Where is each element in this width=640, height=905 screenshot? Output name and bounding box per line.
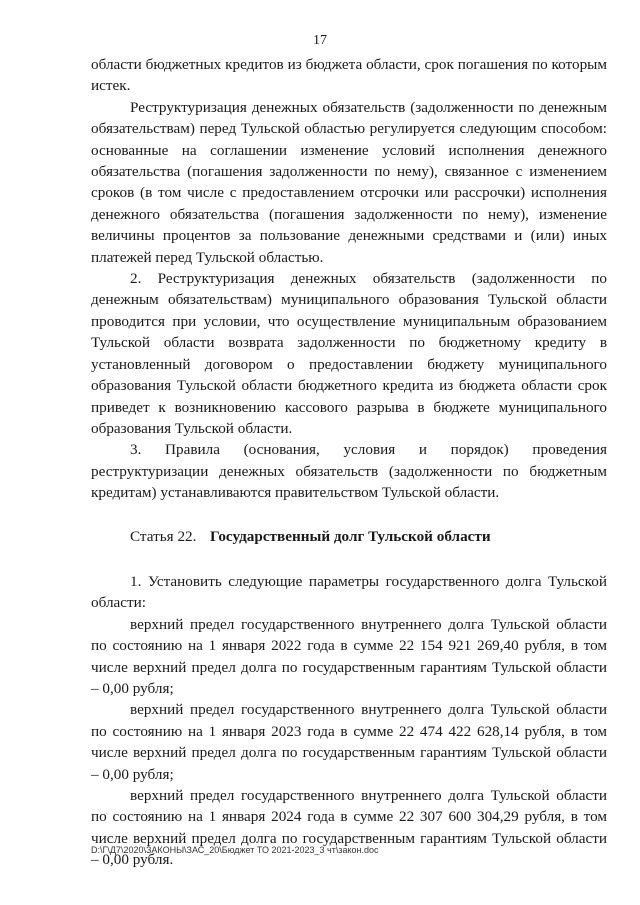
file-path-footer: D:\Г\Д7\2020\ЗАКОНЫ\ЗАС_20\Бюджет ТО 2021-2023_3 чт\закон.doc [91, 845, 379, 855]
paragraph: области бюджетных кредитов из бюджета области, срок погашения по которым истек. [91, 56, 607, 95]
paragraph: 1. Установить следующие параметры государственного долга Тульской области: [91, 572, 607, 612]
article-title: Государственный долг Тульской области [210, 527, 491, 545]
document-body [91, 54, 607, 871]
paragraph: верхний предел государственного внутреннего долга Тульской области по состоянию на 1 января 2023 года в сумме 22 474 422 628,14 рубля, в том числе верхний предел долга по государственным гарантиям Тульской области – 0,00 рубля; [91, 701, 607, 783]
paragraph: верхний предел государственного внутреннего долга Тульской области по состоянию на 1 января 2022 года в сумме 22 154 921 269,40 рубля, в том числе верхний предел долга по государственным гарантиям Тульской области – 0,00 рубля; [91, 615, 607, 697]
page-number: 17 [313, 33, 327, 48]
paragraph: 3. Правила (основания, условия и порядок) проведения реструктуризации денежных обязательств (задолженности по бюджетным кредитам) устанавливаются правительством Тульской области. [91, 441, 607, 502]
paragraph: Реструктуризация денежных обязательств (задолженности по денежным обязательствам) перед Тульской областью регулируется следующим способом: основанные на соглашении изменение условий исполнения денежного обязательства (погашения задолженности по нему), связанное с изменением сроков (в том числе с предоставлением отсрочки или рассрочки) исполнения денежного обязательства (погашения задолженности по нему), изменение величины процентов за пользование денежными средствами и (или) иных платежей перед Тульской областью. [91, 98, 607, 266]
paragraph: верхний предел государственного внутреннего долга Тульской области по состоянию на 1 января 2024 года в сумме 22 307 600 304,29 рубля, в том числе верхний предел долга по государственным гарантиям Тульской области – 0,00 рубля. [91, 787, 607, 869]
article-heading [91, 526, 607, 547]
paragraph: 2. Реструктуризация денежных обязательств (задолженности по денежным обязательствам) муниципального образования Тульской области проводится при условии, что осуществление муниципальным образованием Тульской области возврата задолженности по бюджетному кредиту в установленный договором о предоставлении бюджету муниципального образования Тульской области бюджетного кредита из бюджета области срок приведет к возникновению кассового разрыва в бюджете муниципального образования Тульской области. [91, 270, 607, 437]
article-number: Статья 22. [130, 527, 197, 545]
